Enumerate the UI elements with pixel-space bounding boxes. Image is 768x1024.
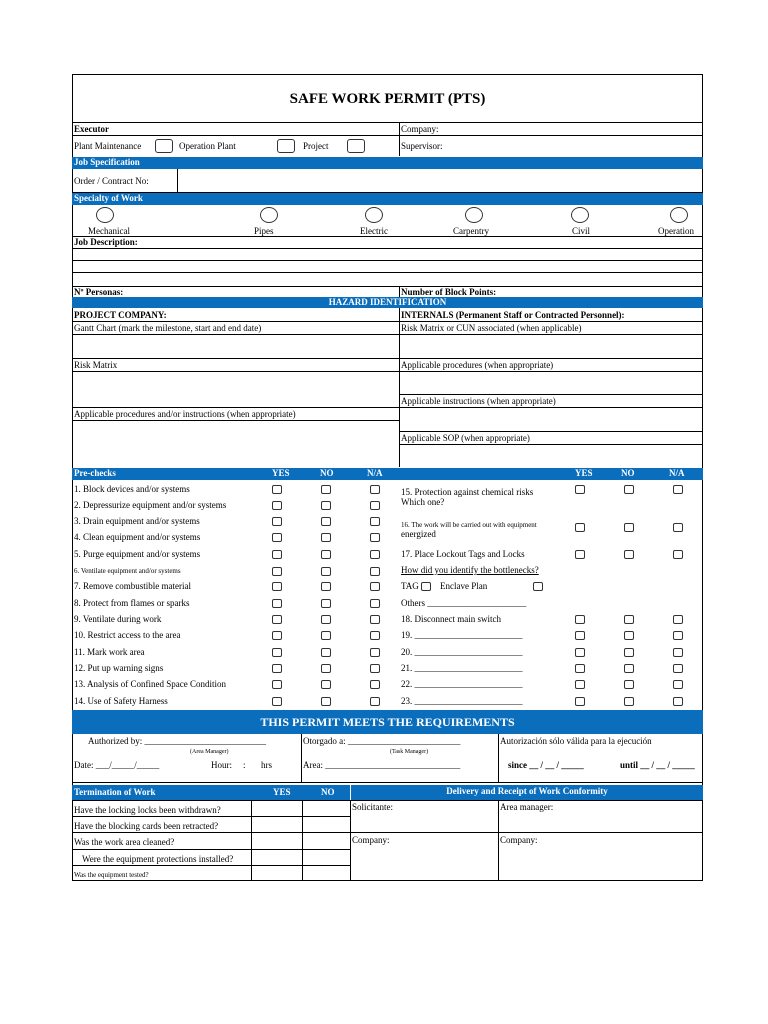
precheck-8-no-checkbox[interactable] [321, 599, 331, 608]
yes-header-right: YES [575, 468, 593, 478]
task-manager-caption: (Task Manager) [390, 749, 429, 755]
precheck-9-yes-checkbox[interactable] [272, 615, 282, 624]
precheck-item-15: 15. Protection against chemical risks [401, 487, 534, 497]
precheck-13-yes-checkbox[interactable] [272, 680, 282, 689]
precheck-item-6: 6. Ventilate equipment and/or systems [74, 567, 181, 575]
precheck-15-yes-checkbox[interactable] [575, 485, 585, 494]
precheck-5-yes-checkbox[interactable] [272, 550, 282, 559]
precheck-4-no-checkbox[interactable] [321, 533, 331, 542]
precheck-2-na-checkbox[interactable] [370, 501, 380, 510]
order-contract-label: Order / Contract No: [74, 176, 149, 186]
electric-radio[interactable] [365, 207, 383, 223]
precheck-4-na-checkbox[interactable] [370, 533, 380, 542]
precheck-21-na-checkbox[interactable] [673, 664, 683, 673]
precheck-item-21: 21. ________________________ [401, 663, 523, 673]
precheck-10-yes-checkbox[interactable] [272, 631, 282, 640]
applicable-procedures-label: Applicable procedures (when appropriate) [401, 360, 554, 370]
internals-title: INTERNALS (Permanent Staff or Contracted Personnel): [401, 310, 625, 320]
precheck-4-yes-checkbox[interactable] [272, 533, 282, 542]
delivery-header: Delivery and Receipt of Work Conformity [446, 786, 608, 796]
precheck-16-no-checkbox[interactable] [624, 523, 634, 532]
date-field: Date: ___/_____/_____ [74, 760, 160, 770]
precheck-18-yes-checkbox[interactable] [575, 615, 585, 624]
precheck-item-9: 9. Ventilate during work [74, 614, 162, 624]
precheck-12-na-checkbox[interactable] [370, 664, 380, 673]
tag-checkbox[interactable] [421, 582, 431, 591]
precheck-14-no-checkbox[interactable] [321, 697, 331, 706]
precheck-5-no-checkbox[interactable] [321, 550, 331, 559]
prechecks-header: Pre-checks [74, 468, 116, 478]
precheck-11-na-checkbox[interactable] [370, 648, 380, 657]
precheck-item-8: 8. Protect from flames or sparks [74, 598, 190, 608]
applicable-procedures-instructions-label: Applicable procedures and/or instructions (when appropriate) [74, 409, 296, 419]
termination-row-tested: Was the equipment tested? [74, 871, 149, 879]
precheck-16-na-checkbox[interactable] [673, 523, 683, 532]
precheck-19-yes-checkbox[interactable] [575, 631, 585, 640]
precheck-15-na-checkbox[interactable] [673, 485, 683, 494]
requirements-header: THIS PERMIT MEETS THE REQUIREMENTS [260, 715, 515, 729]
precheck-18-na-checkbox[interactable] [673, 615, 683, 624]
hazard-header: HAZARD IDENTIFICATION [328, 297, 447, 307]
precheck-3-na-checkbox[interactable] [370, 517, 380, 526]
hrs-label: hrs [261, 760, 272, 770]
mechanical-radio[interactable] [96, 207, 114, 223]
precheck-7-yes-checkbox[interactable] [272, 582, 282, 591]
risk-matrix-label: Risk Matrix [74, 360, 118, 370]
termination-yes-header: YES [273, 787, 291, 797]
termination-row-locks: Have the locking locks been withdrawn? [74, 805, 221, 815]
precheck-13-na-checkbox[interactable] [370, 680, 380, 689]
precheck-item-4: 4. Clean equipment and/or systems [74, 532, 201, 542]
company-label-1: Company: [352, 835, 390, 845]
precheck-17-na-checkbox[interactable] [673, 550, 683, 559]
precheck-14-yes-checkbox[interactable] [272, 697, 282, 706]
precheck-item-14: 14. Use of Safety Harness [74, 696, 168, 706]
precheck-20-yes-checkbox[interactable] [575, 648, 585, 657]
na-header-left: N/A [367, 468, 383, 478]
pipes-label: Pipes [254, 226, 274, 236]
otorgado-field: Otorgado a: _________________________ [303, 736, 461, 746]
precheck-item-15-which: Which one? [401, 497, 445, 507]
job-spec-header: Job Specification [74, 157, 140, 167]
precheck-17-no-checkbox[interactable] [624, 550, 634, 559]
project-company-title: PROJECT COMPANY: [74, 310, 167, 320]
precheck-14-na-checkbox[interactable] [370, 697, 380, 706]
precheck-item-7: 7. Remove combustible material [74, 581, 191, 591]
hour-colon: : [243, 760, 246, 770]
operation-plant-checkbox[interactable] [277, 139, 295, 153]
na-header-right: N/A [669, 468, 685, 478]
precheck-3-no-checkbox[interactable] [321, 517, 331, 526]
precheck-11-yes-checkbox[interactable] [272, 648, 282, 657]
precheck-item-1: 1. Block devices and/or systems [74, 484, 190, 494]
termination-header: Termination of Work [74, 787, 156, 797]
precheck-5-na-checkbox[interactable] [370, 550, 380, 559]
precheck-1-na-checkbox[interactable] [370, 485, 380, 494]
gantt-chart-label: Gantt Chart (mark the milestone, start and end date) [74, 323, 262, 333]
precheck-6-na-checkbox[interactable] [370, 567, 380, 576]
precheck-18-no-checkbox[interactable] [624, 615, 634, 624]
project-label: Project [303, 141, 329, 151]
precheck-item-5: 5. Purge equipment and/or systems [74, 549, 201, 559]
mechanical-label: Mechanical [88, 226, 130, 236]
termination-row-protections: Were the equipment protections installed? [82, 854, 234, 864]
precheck-item-23: 23. ________________________ [401, 696, 523, 706]
termination-row-cards: Have the blocking cards been retracted? [74, 821, 219, 831]
plant-maintenance-label: Plant Maintenance [74, 141, 142, 151]
risk-matrix-cun-label: Risk Matrix or CUN associated (when applicable) [401, 323, 582, 333]
termination-row-cleaned: Was the work area cleaned? [74, 837, 175, 847]
personas-label: Nº Personas: [74, 287, 124, 297]
area-manager-caption: (Area Manager) [190, 749, 229, 755]
operation-plant-label: Operation Plant [179, 141, 236, 151]
precheck-1-no-checkbox[interactable] [321, 485, 331, 494]
precheck-22-yes-checkbox[interactable] [575, 680, 585, 689]
solicitante-label: Solicitante: [352, 802, 393, 812]
enclave-plan-label: Enclave Plan [440, 581, 488, 591]
precheck-8-yes-checkbox[interactable] [272, 599, 282, 608]
carpentry-label: Carpentry [453, 226, 489, 236]
precheck-9-no-checkbox[interactable] [321, 615, 331, 624]
precheck-22-no-checkbox[interactable] [624, 680, 634, 689]
precheck-2-no-checkbox[interactable] [321, 501, 331, 510]
precheck-20-na-checkbox[interactable] [673, 648, 683, 657]
precheck-10-na-checkbox[interactable] [370, 631, 380, 640]
job-description-label: Job Description: [74, 237, 138, 247]
precheck-item-16-energized: energized [401, 529, 436, 539]
precheck-6-no-checkbox[interactable] [321, 567, 331, 576]
precheck-21-no-checkbox[interactable] [624, 664, 634, 673]
precheck-item-18: 18. Disconnect main switch [401, 614, 501, 624]
precheck-10-no-checkbox[interactable] [321, 631, 331, 640]
precheck-item-13: 13. Analysis of Confined Space Condition [74, 679, 226, 689]
operation-radio[interactable] [670, 207, 688, 223]
block-points-label: Number of Block Points: [401, 287, 497, 297]
precheck-19-no-checkbox[interactable] [624, 631, 634, 640]
precheck-8-na-checkbox[interactable] [370, 599, 380, 608]
precheck-13-no-checkbox[interactable] [321, 680, 331, 689]
termination-no-header: NO [321, 787, 335, 797]
project-checkbox[interactable] [347, 139, 365, 153]
no-header-left: NO [320, 468, 334, 478]
page-title: SAFE WORK PERMIT (PTS) [289, 91, 486, 107]
pipes-radio[interactable] [260, 207, 278, 223]
precheck-22-na-checkbox[interactable] [673, 680, 683, 689]
precheck-item-22: 22. ________________________ [401, 679, 523, 689]
applicable-sop-label: Applicable SOP (when appropriate) [401, 433, 530, 443]
precheck-23-na-checkbox[interactable] [673, 697, 683, 706]
precheck-9-na-checkbox[interactable] [370, 615, 380, 624]
others-field: Others ______________________ [401, 598, 527, 608]
company-label: Company: [401, 124, 439, 134]
precheck-item-3: 3. Drain equipment and/or systems [74, 516, 200, 526]
area-manager-label: Area manager: [500, 802, 554, 812]
since-field: since __ / __ / _____ [508, 760, 584, 770]
authorized-by-field: Authorized by: ___________________________ [88, 736, 266, 746]
precheck-item-19: 19. ________________________ [401, 630, 523, 640]
operation-label: Operation [658, 226, 694, 236]
precheck-item-20: 20. ________________________ [401, 647, 523, 657]
precheck-11-no-checkbox[interactable] [321, 648, 331, 657]
precheck-item-11: 11. Mark work area [74, 647, 145, 657]
supervisor-label: Supervisor: [401, 141, 443, 151]
precheck-1-yes-checkbox[interactable] [272, 485, 282, 494]
bottleneck-question: How did you identify the bottlenecks? [401, 565, 539, 575]
precheck-item-12: 12. Put up warning signs [74, 663, 164, 673]
precheck-17-yes-checkbox[interactable] [575, 550, 585, 559]
precheck-3-yes-checkbox[interactable] [272, 517, 282, 526]
precheck-16-yes-checkbox[interactable] [575, 523, 585, 532]
precheck-15-no-checkbox[interactable] [624, 485, 634, 494]
hour-label: Hour: [211, 760, 232, 770]
precheck-19-na-checkbox[interactable] [673, 631, 683, 640]
civil-label: Civil [572, 226, 591, 236]
precheck-2-yes-checkbox[interactable] [272, 501, 282, 510]
precheck-12-no-checkbox[interactable] [321, 664, 331, 673]
precheck-21-yes-checkbox[interactable] [575, 664, 585, 673]
precheck-20-no-checkbox[interactable] [624, 648, 634, 657]
company-label-2: Company: [500, 835, 538, 845]
plant-maintenance-checkbox[interactable] [155, 139, 173, 153]
precheck-7-no-checkbox[interactable] [321, 582, 331, 591]
yes-header-left: YES [272, 468, 290, 478]
until-field: until __ / __ / _____ [620, 760, 695, 770]
precheck-item-16: 16. The work will be carried out with equipment [401, 521, 537, 529]
civil-radio[interactable] [571, 207, 589, 223]
precheck-item-10: 10. Restrict access to the area [74, 630, 181, 640]
area-field: Area: ______________________________ [303, 760, 461, 770]
precheck-item-17: 17. Place Lockout Tags and Locks [401, 549, 525, 559]
specialty-header: Specialty of Work [74, 193, 143, 203]
precheck-7-na-checkbox[interactable] [370, 582, 380, 591]
enclave-plan-checkbox[interactable] [533, 582, 543, 591]
carpentry-radio[interactable] [465, 207, 483, 223]
executor-label: Executor [74, 124, 109, 134]
precheck-12-yes-checkbox[interactable] [272, 664, 282, 673]
precheck-6-yes-checkbox[interactable] [272, 567, 282, 576]
no-header-right: NO [621, 468, 635, 478]
precheck-23-yes-checkbox[interactable] [575, 697, 585, 706]
precheck-23-no-checkbox[interactable] [624, 697, 634, 706]
applicable-instructions-label: Applicable instructions (when appropriate) [401, 396, 556, 406]
electric-label: Electric [360, 226, 388, 236]
tag-label: TAG [401, 581, 419, 591]
authorization-label: Autorización sólo válida para la ejecución [500, 736, 652, 746]
precheck-item-2: 2. Depressurize equipment and/or systems [74, 500, 227, 510]
